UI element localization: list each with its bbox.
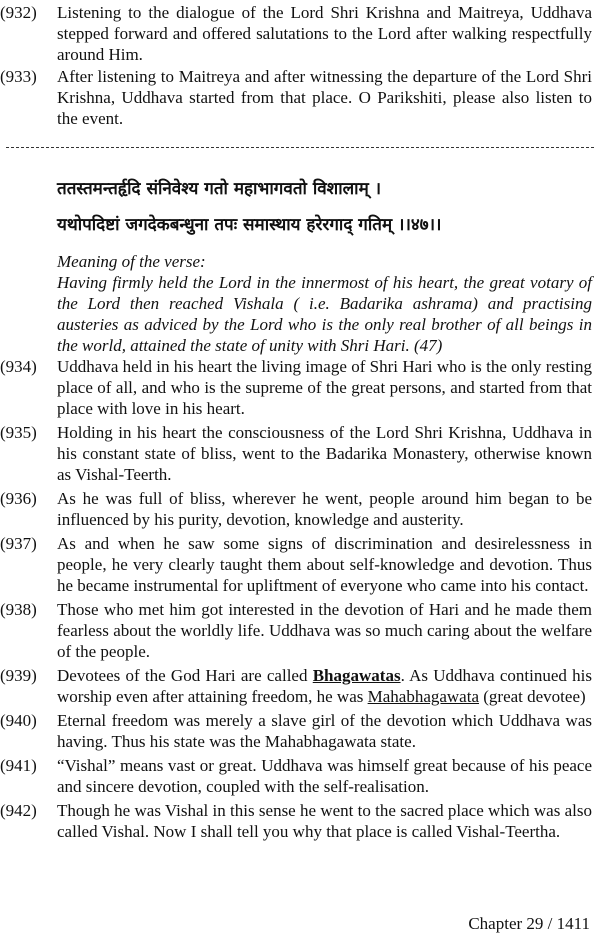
page-footer: Chapter 29 / 1411	[468, 914, 590, 933]
term-bhagawatas: Bhagawatas	[312, 666, 401, 685]
verse-text: Listening to the dialogue of the Lord Shri Krishna and Maitreya, Uddhava stepped forward and offered salutations to the Lord after walking respectfully around Him.	[57, 3, 592, 64]
verse-number: (935)	[0, 423, 37, 442]
verse-text-part: (great devotee)	[479, 687, 586, 706]
verse-text-part: . As Uddhava continued his worship even after attaining freedom, he was	[57, 666, 593, 706]
main-verses	[0, 356, 600, 845]
verse-936	[0, 488, 600, 530]
verse-939	[0, 665, 600, 707]
sanskrit-line-2: यथोपदिष्टां जगदेकबन्धुना तपः समास्थाय हरेरगाद् गतिम् ।।४७।।	[57, 215, 442, 235]
verse-text-part: Devotees of the God Hari are called	[57, 666, 313, 685]
top-verses	[0, 2, 600, 130]
verse-number: (934)	[0, 357, 37, 376]
verse-942	[0, 800, 600, 842]
verse-940	[0, 710, 600, 752]
sanskrit-line-1: ततस्तमन्तर्हृदि संनिवेश्य गतो महाभागवतो विशालाम् ।	[57, 179, 382, 199]
verse-text: As he was full of bliss, wherever he went, people around him began to be influenced by his purity, devotion, knowledge and austerity.	[57, 489, 592, 529]
verse-934	[0, 356, 600, 419]
verse-text: Eternal freedom was merely a slave girl of the devotion which Uddhava was having. Thus his state was the Mahabhagawata state.	[57, 711, 592, 751]
verse-number: (937)	[0, 534, 37, 553]
verse-text: Though he was Vishal in this sense he went to the sacred place which was also called Vishal. Now I shall tell you why that place is called Vishal-Teertha.	[57, 801, 592, 841]
verse-933	[0, 66, 600, 129]
meaning-text: Having firmly held the Lord in the innermost of his heart, the great votary of the Lord then reached Vishala ( i.e. Badarika ashrama) and practising austeries as adviced by the Lord who is the only real brother of all beings in the world, attained the state of unity with Shri Hari. (47)	[57, 273, 592, 355]
verse-number: (933)	[0, 67, 37, 86]
dashed-separator	[6, 147, 594, 148]
verse-number: (936)	[0, 489, 37, 508]
verse-number: (938)	[0, 600, 37, 619]
verse-text: After listening to Maitreya and after witnessing the departure of the Lord Shri Krishna, Uddhava started from that place. O Parikshiti, please also listen to the event.	[57, 67, 592, 128]
verse-meaning	[57, 251, 592, 356]
verse-text: As and when he saw some signs of discrimination and desirelessness in people, he very clearly taught them about self-knowledge and devotion. Thus he became instrumental for upliftment of everyone who came into his contact.	[57, 534, 592, 595]
verse-text: Holding in his heart the consciousness of the Lord Shri Krishna, Uddhava in his constant state of bliss, went to the Badarika Monastery, otherwise known as Vishal-Teerth.	[57, 423, 592, 484]
term-mahabhagawata: Mahabhagawata	[367, 687, 479, 706]
verse-number: (942)	[0, 801, 37, 820]
verse-text: Uddhava held in his heart the living image of Shri Hari who is the only resting place of all, and who is the supreme of the great persons, and started from that place with love in his heart.	[57, 357, 592, 418]
meaning-heading: Meaning of the verse:	[57, 252, 206, 271]
verse-number: (932)	[0, 3, 37, 22]
verse-937	[0, 533, 600, 596]
verse-935	[0, 422, 600, 485]
verse-number: (939)	[0, 666, 37, 685]
verse-text: “Vishal” means vast or great. Uddhava was himself great because of his peace and sincere devotion, coupled with the self-realisation.	[57, 756, 592, 796]
verse-932	[0, 2, 600, 65]
verse-number: (940)	[0, 711, 37, 730]
verse-941	[0, 755, 600, 797]
verse-938	[0, 599, 600, 662]
verse-number: (941)	[0, 756, 37, 775]
verse-text: Those who met him got interested in the devotion of Hari and he made them fearless about the worldly life. Uddhava was so much caring about the welfare of the people.	[57, 600, 592, 661]
